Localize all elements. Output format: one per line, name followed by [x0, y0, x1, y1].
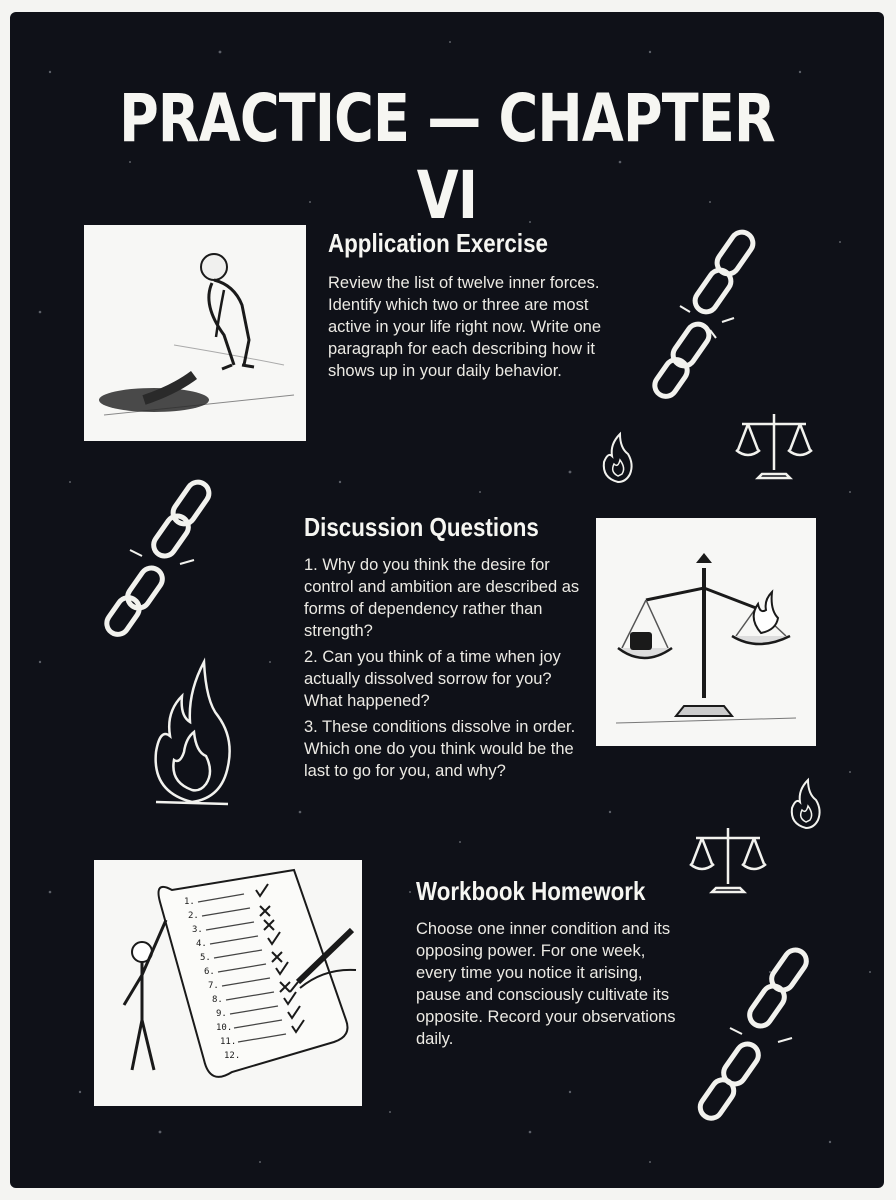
figure-shadow-illustration: [84, 225, 306, 441]
flame-icon: [598, 430, 638, 486]
svg-text:2.: 2.: [188, 911, 199, 921]
svg-text:9.: 9.: [216, 1009, 227, 1019]
section-heading: Workbook Homework: [416, 876, 646, 906]
broken-chain-icon: [100, 474, 230, 644]
question-item: 3. These conditions dissolve in order. Which one do you think would be the last to go for you, and why?: [304, 718, 576, 780]
question-item: 1. Why do you think the desire for control and ambition are described as forms of dependency rather than strength?: [304, 556, 580, 640]
svg-text:7.: 7.: [208, 981, 219, 991]
balance-scale-illustration: [596, 518, 816, 746]
section-body: Review the list of twelve inner forces. Identify which two or three are most active in your life right now. Write one paragraph for each describing how it shows up in your daily behavior.: [328, 274, 601, 380]
svg-text:8.: 8.: [212, 995, 223, 1005]
checklist-illustration: [94, 860, 362, 1106]
flame-icon: [142, 652, 242, 812]
scale-icon: [688, 818, 768, 898]
section-heading: Application Exercise: [328, 228, 548, 258]
poster: [10, 12, 884, 1188]
section-heading: Discussion Questions: [304, 512, 539, 542]
broken-chain-icon: [686, 942, 826, 1132]
svg-text:10.: 10.: [216, 1023, 233, 1033]
svg-text:6.: 6.: [204, 967, 215, 977]
svg-text:12.: 12.: [224, 1051, 241, 1061]
flame-icon: [786, 776, 826, 832]
broken-chain-icon: [650, 218, 780, 408]
section-body: Choose one inner condition and its opposing power. For one week, every time you notice it arising, pause and consciously cultivate its opposite. Record your observations daily.: [416, 920, 676, 1048]
svg-text:4.: 4.: [196, 939, 207, 949]
page-title: PRACTICE — CHAPTER VI: [119, 80, 775, 234]
svg-text:1.: 1.: [184, 897, 195, 907]
scale-icon: [734, 404, 814, 484]
svg-text:3.: 3.: [192, 925, 203, 935]
svg-text:11.: 11.: [220, 1037, 237, 1047]
svg-text:5.: 5.: [200, 953, 211, 963]
question-item: 2. Can you think of a time when joy actually dissolved sorrow for you? What happened?: [304, 648, 561, 710]
question-list: [304, 554, 584, 786]
